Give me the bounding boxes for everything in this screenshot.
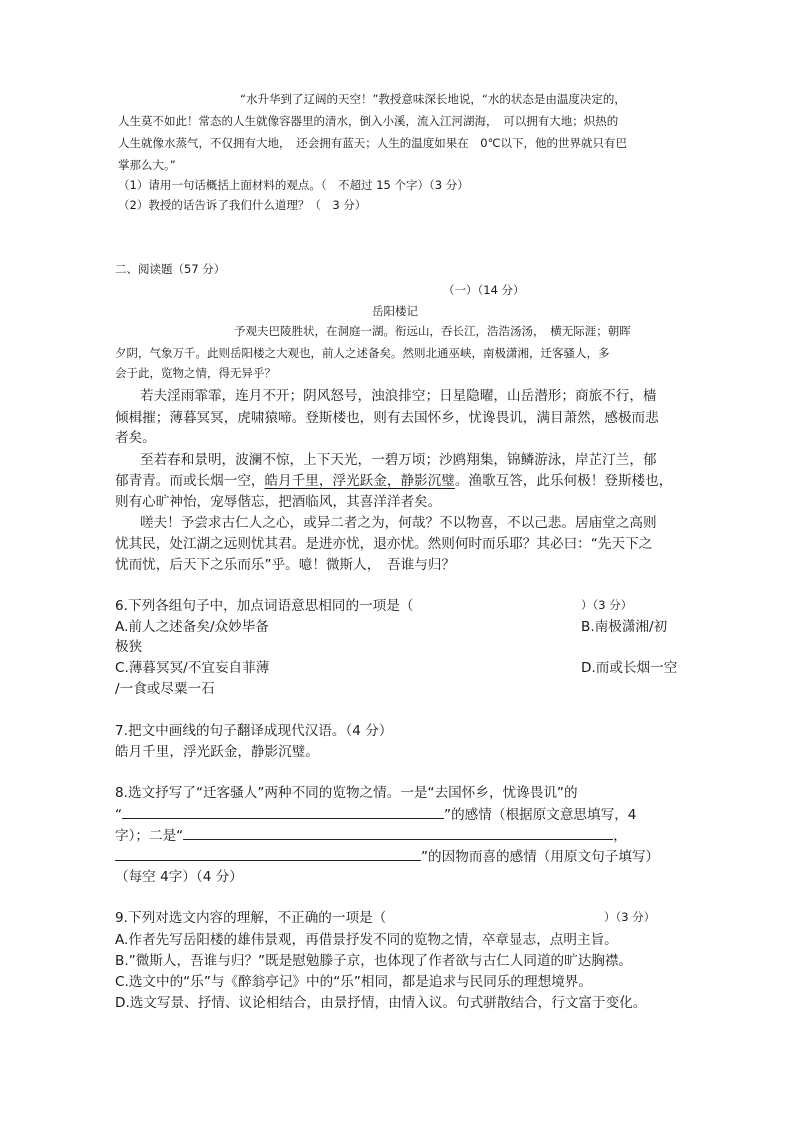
q8-line-4: [115, 847, 659, 866]
q9-option-d: D.选文写景、抒情、议论相结合，由景抒情，由情入议。句式骈散结合，行文富于变化。: [115, 995, 647, 1011]
intro-question-2: （2）教授的话告诉了我们什么道理？（ 3 分）: [118, 198, 367, 212]
underlined-sentence: 皓月千里，浮光跃金，静影沉璧: [264, 473, 455, 489]
q9-option-b: B.”微斯人，吾谁与归？”既是慰勉滕子京，也体现了作者欲与古仁人同道的旷达胸襟。: [115, 953, 633, 969]
q8-blank-1[interactable]: [122, 805, 444, 819]
intro-line-1: “水升华到了辽阔的天空！”教授意味深长地说，“水的状态是由温度决定的，: [240, 92, 626, 106]
sub-section-heading: （一）（14 分）: [443, 283, 525, 297]
intro-question-1: （1）请用一句话概括上面材料的观点。（ 不超过 15 个字）（3 分）: [118, 178, 469, 192]
q6-option-c: C.薄暮冥冥/不宜妄自菲薄: [115, 660, 270, 676]
passage-p2-line-3: 者矣。: [115, 430, 156, 446]
section-heading: 二、阅读题（57 分）: [115, 262, 226, 276]
q6-option-d-continued: /一食或尽粟一石: [115, 681, 215, 697]
passage-p2-line-2: 倾楫摧；薄暮冥冥，虎啸猿啼。登斯楼也，则有去国怀乡，忧谗畏讥，满目萧然，感极而悲: [115, 410, 659, 426]
q6-stem: 6.下列各组句子中，加点词语意思相同的一项是（: [115, 598, 414, 614]
intro-line-4: 掌那么大。”: [118, 158, 176, 172]
q8-line-5: （每空 4字）（4 分）: [115, 869, 243, 885]
q8-line-4-end: ”的因物而喜的感情（用原文句子填写）: [421, 849, 660, 865]
passage-p1-line-3: 会于此，览物之情，得无异乎？: [115, 366, 276, 380]
passage-title: 岳阳楼记: [372, 304, 418, 318]
q6-option-d: D.而或长烟一空: [581, 660, 678, 676]
passage-p1-line-1: 予观夫巴陵胜状，在洞庭一湖。衔远山，吞长江，浩浩汤汤， 横无际涯；朝晖: [234, 324, 631, 338]
passage-p3-line-1: 至若春和景明，波澜不惊，上下天光，一碧万顷；沙鸥翔集，锦鳞游泳，岸芷汀兰，郁: [140, 452, 657, 468]
q9-option-c: C.选文中的“乐”与《醉翁亭记》中的“乐”相同，都是追求与民同乐的理想境界。: [115, 974, 592, 990]
q8-blank-2[interactable]: [183, 826, 613, 840]
q7-stem: 7.把文中画线的句子翻译成现代汉语。（4 分）: [115, 723, 393, 739]
q6-option-b: B.南极潇湘/初: [581, 619, 668, 635]
q6-stem-end: ）（3 分）: [581, 598, 633, 612]
q8-line-3-start: 字）；二是“: [115, 828, 184, 844]
intro-line-2: 人生莫不如此！常态的人生就像容器里的清水，倒入小溪，流入江河湖海， 可以拥有大地；炽热的: [118, 114, 619, 128]
q9-stem: 9.下列对选文内容的理解，不正确的一项是（: [115, 910, 387, 926]
q8-line-2-end: ”的感情（根据原文意思填写，4: [444, 807, 637, 823]
q8-line-3: [115, 826, 627, 845]
passage-p4-line-1: 嗟夫！予尝求古仁人之心，或异二者之为，何哉？不以物喜，不以己悲。居庙堂之高则: [140, 515, 657, 531]
q7-sentence: 皓月千里，浮光跃金，静影沉璧。: [115, 744, 319, 760]
passage-p2-line-1: 若夫淫雨霏霏，连月不开；阴风怒号，浊浪排空；日星隐曜，山岳潜形；商旅不行，樯: [140, 388, 657, 404]
q9-option-a: A.作者先写岳阳楼的雄伟景观，再借景抒发不同的览物之情，卒章显志，点明主旨。: [115, 932, 618, 948]
passage-p3-line-2: [115, 472, 672, 490]
q8-line-1: 8.选文抒写了“迁客骚人”两种不同的览物之情。一是“去国怀乡，忧谗畏讥”的: [115, 785, 578, 801]
passage-p3-text-after: 。渔歌互答，此乐何极！登斯楼也，: [454, 473, 673, 489]
passage-p3-text-before: 郁青青。而或长烟一空，: [115, 473, 265, 489]
q8-line-3-comma: ，: [613, 828, 627, 844]
intro-line-3: 人生就像水蒸气，不仅拥有大地， 还会拥有蓝天；人生的温度如果在 0℃以下，他的世界就只有巴: [118, 136, 627, 150]
q6-option-b-continued: 极狭: [115, 639, 143, 655]
q6-option-a: A.前人之述备矣/众妙毕备: [115, 619, 269, 635]
passage-p4-line-3: 忧而忧，后天下之乐而乐”乎。噫！微斯人， 吾谁与归？: [115, 557, 456, 573]
q8-open-quote: “: [115, 807, 123, 823]
passage-p1-line-2: 夕阴，气象万千。此则岳阳楼之大观也，前人之述备矣。然则北通巫峡，南极潇湘，迁客骚人，多: [115, 346, 610, 360]
passage-p4-line-2: 忧其民，处江湖之远则忧其君。是进亦忧，退亦忧。然则何时而乐耶？其必曰：“先天下之: [115, 536, 653, 552]
passage-p3-line-3: 则有心旷神怡，宠辱偕忘，把酒临风，其喜洋洋者矣。: [115, 494, 442, 510]
q8-blank-3[interactable]: [115, 847, 421, 861]
q8-line-2: [115, 805, 636, 824]
q9-stem-end: ）（3 分）: [604, 910, 656, 924]
